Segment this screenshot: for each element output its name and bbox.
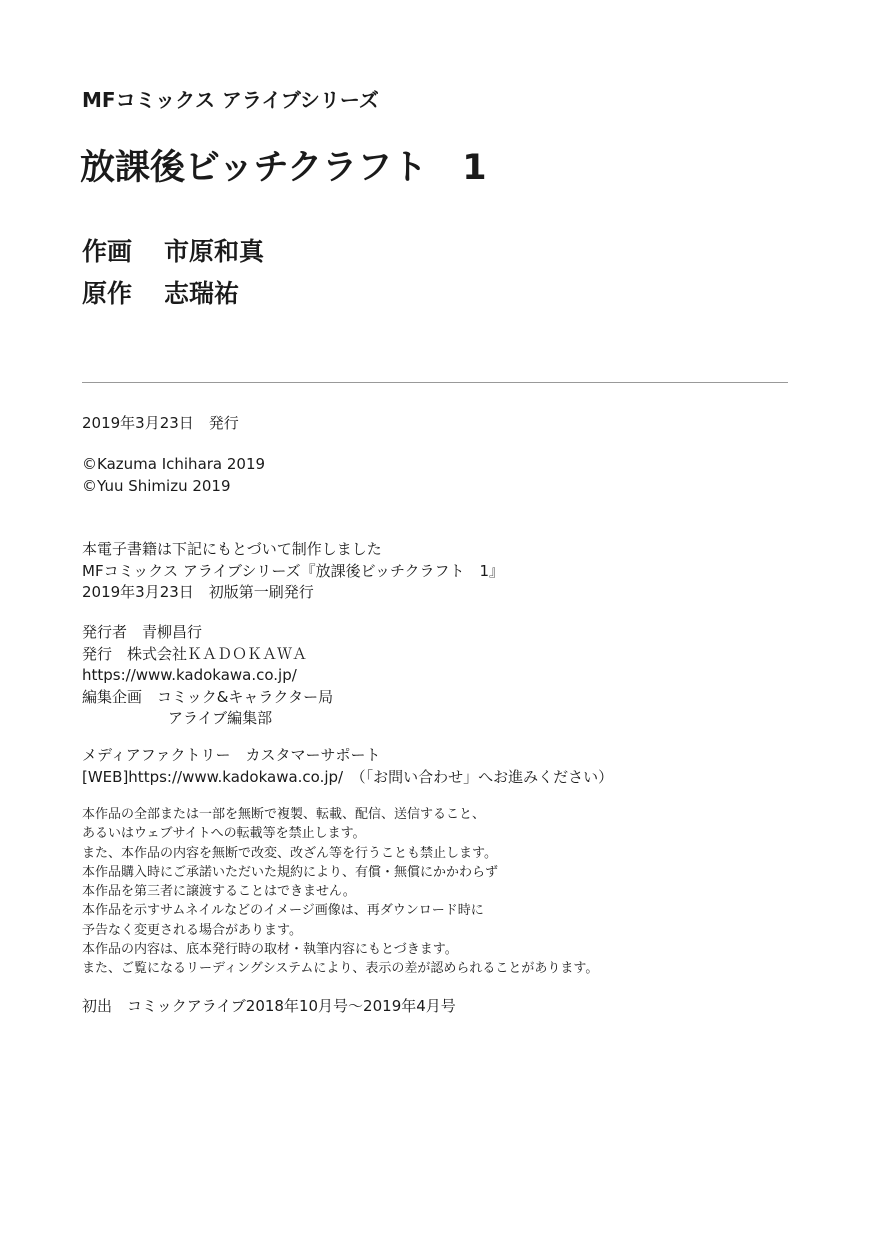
legal-line: 本作品の全部または一部を無断で複製、転載、配信、送信すること、: [82, 807, 486, 822]
artist-name: 市原和真: [164, 237, 265, 266]
publisher-block: [82, 622, 333, 730]
legal-line: 予告なく変更される場合があります。: [82, 922, 302, 938]
editorial-planning: 編集企画 コミック&キャラクター局: [82, 687, 334, 706]
legal-line: 本作品購入時にご承諾いただいた規約により、有償・無償にかかわらず: [82, 864, 499, 880]
legal-line: 本作品の内容は、底本発行時の取材・執筆内容にもとづきます。: [82, 942, 458, 958]
issue-date-text: 2019年3月23日 発行: [82, 414, 239, 432]
copyright-line: ©Kazuma Ichihara 2019: [82, 455, 266, 473]
publisher-issuer: 発行者 青柳昌行: [82, 623, 203, 641]
credit-story: [82, 274, 239, 310]
art-role-label: 作画: [82, 237, 133, 266]
copyright-line: ©Yuu Shimizu 2019: [82, 476, 231, 495]
divider: [82, 382, 788, 383]
legal-line: また、本作品の内容を無断で改変、改ざん等を行うことも禁止します。: [82, 845, 497, 861]
ebook-note-line: 本電子書籍は下記にもとづいて制作しました: [82, 540, 382, 558]
issue-date: [82, 413, 239, 435]
ebook-note-block: [82, 539, 504, 604]
series-name: MFコミックス アライブシリーズ: [82, 88, 379, 112]
first-appearance: [82, 996, 456, 1018]
customer-support-block: [82, 745, 613, 788]
story-role-label: 原作: [82, 279, 133, 308]
legal-line: 本作品を示すサムネイルなどのイメージ画像は、再ダウンロード時に: [82, 903, 484, 919]
ebook-note-line: MFコミックス アライブシリーズ『放課後ビッチクラフト 1』: [82, 561, 504, 580]
legal-notice-block: [82, 805, 598, 979]
ebook-note-line: 2019年3月23日 初版第一刷発行: [82, 583, 314, 601]
credit-art: [82, 232, 264, 268]
legal-line: あるいはウェブサイトへの転載等を禁止します。: [82, 826, 366, 842]
book-title: 放課後ビッチクラフト 1: [80, 148, 487, 188]
legal-line: 本作品を第三者に譲渡することはできません。: [82, 884, 356, 900]
publisher-url: https://www.kadokawa.co.jp/: [82, 666, 297, 684]
support-web: [WEB]https://www.kadokawa.co.jp/ （「お問い合わせ」へお進みください）: [82, 767, 614, 786]
editorial-department: [82, 708, 333, 730]
copyright-block: [82, 454, 265, 497]
publisher-company: 発行 株式会社ＫＡＤＯＫＡＷＡ: [82, 644, 308, 663]
editorial-department-text: アライブ編集部: [168, 709, 273, 727]
support-name: メディアファクトリー カスタマーサポート: [82, 746, 381, 764]
author-name: 志瑞祐: [164, 279, 240, 308]
first-appearance-text: 初出 コミックアライブ2018年10月号〜2019年4月号: [82, 997, 456, 1015]
legal-line: また、ご覧になるリーディングシステムにより、表示の差が認められることがあります。: [82, 961, 599, 977]
